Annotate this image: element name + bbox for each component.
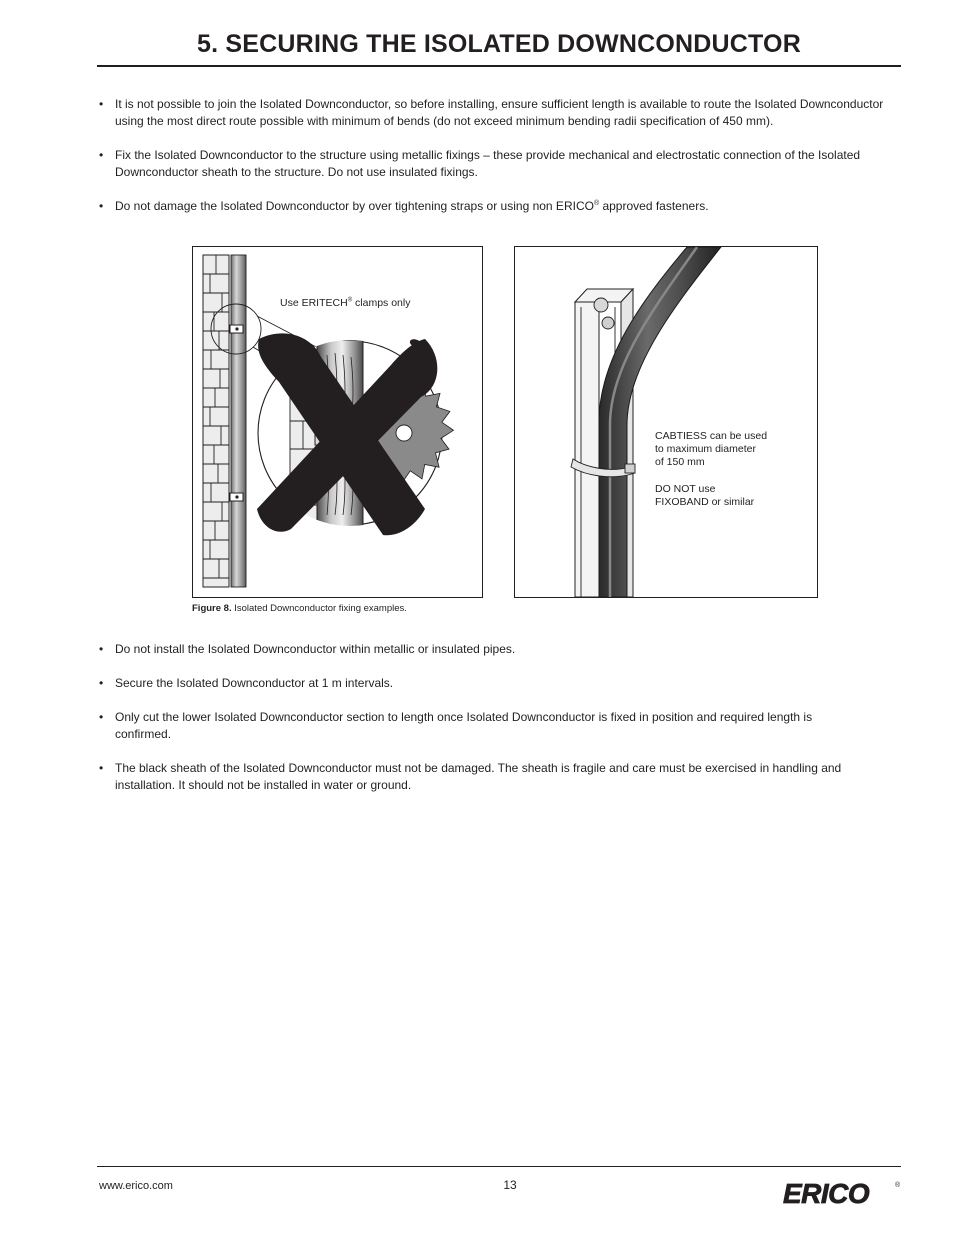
bullet-text: Secure the Isolated Downconductor at 1 m intervals. — [115, 676, 394, 690]
bullet-item — [99, 675, 899, 692]
page-number: 13 — [503, 1178, 517, 1192]
title-divider — [97, 65, 901, 67]
fixoband-note: DO NOT use FIXOBAND or similar — [655, 483, 755, 508]
bullet-item — [99, 198, 899, 215]
footer-divider — [97, 1166, 901, 1167]
clamp-note: Use ERITECH® clamps only — [280, 297, 411, 309]
bullet-item — [99, 96, 899, 130]
figure-right-panel — [514, 246, 818, 598]
bullet-item — [99, 147, 899, 181]
bullet-text: Do not install the Isolated Downconductor within metallic or insulated pipes. — [115, 642, 516, 656]
bullet-list-bottom — [99, 641, 899, 811]
footer-url-link[interactable]: www.erico.com — [99, 1180, 173, 1192]
page-title: 5. SECURING THE ISOLATED DOWNCONDUCTOR — [197, 30, 801, 58]
registered-mark: ® — [593, 200, 600, 207]
bullet-item — [99, 641, 899, 658]
figure-left-panel — [192, 246, 483, 598]
bullet-text: approved fasteners. — [599, 199, 709, 213]
cabtie-note: CABTIESS can be used to maximum diameter of 150 mm — [655, 430, 768, 468]
bullet-item — [99, 760, 899, 794]
cable-tie-illustration — [515, 247, 817, 597]
bullet-list-top — [99, 96, 899, 232]
bullet-item — [99, 709, 899, 743]
logo-text: ERICO — [783, 1178, 870, 1208]
bullet-text: It is not possible to join the Isolated Downconductor, so before installing, ensure sufficient length is available to route the Isolated Downconductor using the most direct route possible with minimum of bends (do not exceed minimum bending radii specification of 450 mm). — [115, 97, 884, 128]
bullet-text: Do not damage the Isolated Downconductor by over tightening straps or using non ERICO — [115, 199, 594, 213]
bullet-text: Only cut the lower Isolated Downconductor section to length once Isolated Downconductor is fixed in position and required length is confirmed. — [115, 710, 813, 741]
logo-reg-mark: ® — [895, 1182, 901, 1189]
bullet-text: Fix the Isolated Downconductor to the structure using metallic fixings – these provide mechanical and electrostatic connection of the Isolated Downconductor sheath to the structure. Do not use insulated fixings. — [115, 148, 861, 179]
figure-caption: Figure 8. Isolated Downconductor fixing examples. — [192, 603, 407, 614]
bullet-text: The black sheath of the Isolated Downconductor must not be damaged. The sheath is fragile and care must be exercised in handling and installation. It should not be installed in water or ground. — [115, 761, 842, 792]
erico-logo — [781, 1178, 903, 1213]
